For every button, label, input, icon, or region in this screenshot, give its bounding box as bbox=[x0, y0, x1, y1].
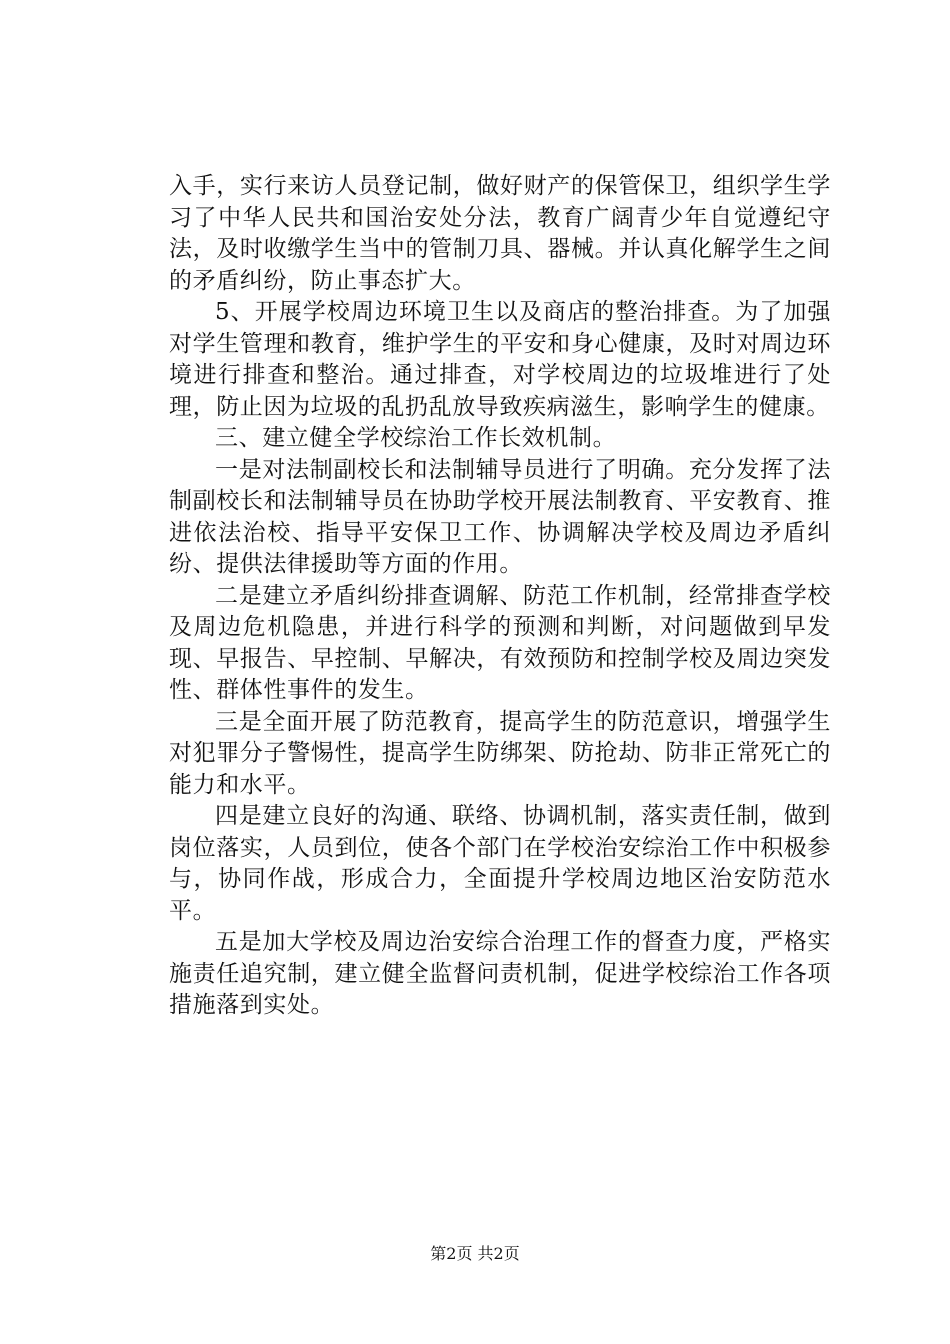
paragraph-point-1: 一是对法制副校长和法制辅导员进行了明确。充分发挥了法制副校长和法制辅导员在协助学校开展法制教育、平安教育、推进依法治校、指导平安保卫工作、协调解决学校及周边矛盾纠纷、提供法律援助等方面的作用。 bbox=[169, 456, 831, 577]
paragraph-point-3: 三是全面开展了防范教育，提高学生的防范意识，增强学生对犯罪分子警惕性，提高学生防绑架、防抢劫、防非正常死亡的能力和水平。 bbox=[169, 708, 831, 798]
paragraph-item-5: 5、开展学校周边环境卫生以及商店的整治排查。为了加强对学生管理和教育，维护学生的平安和身心健康，及时对周边环境进行排查和整治。通过排查，对学校周边的垃圾堆进行了处理，防止因为垃圾的乱扔乱放导致疾病滋生，影响学生的健康。 bbox=[169, 299, 831, 420]
page-footer bbox=[0, 1244, 950, 1264]
document-body bbox=[169, 171, 831, 1022]
paragraph-continuation: 入手，实行来访人员登记制，做好财产的保管保卫，组织学生学习了中华人民共和国治安处分法，教育广阔青少年自觉遵纪守法，及时收缴学生当中的管制刀具、器械。并认真化解学生之间的矛盾纠纷，防止事态扩大。 bbox=[169, 173, 831, 294]
section-heading-3: 三、建立健全学校综治工作长效机制。 bbox=[215, 425, 617, 451]
paragraph-point-5: 五是加大学校及周边治安综合治理工作的督查力度，严格实施责任追究制，建立健全监督问责机制，促进学校综治工作各项措施落到实处。 bbox=[169, 929, 831, 1018]
paragraph-point-4: 四是建立良好的沟通、联络、协调机制，落实责任制，做到岗位落实，人员到位，使各个部门在学校治安综治工作中积极参与，协同作战，形成合力，全面提升学校周边地区治安防范水平。 bbox=[169, 803, 831, 924]
page-number-label: 第2页 共2页 bbox=[430, 1244, 520, 1263]
paragraph-point-2: 二是建立矛盾纠纷排查调解、防范工作机制，经常排查学校及周边危机隐患，并进行科学的预测和判断，对问题做到早发现、早报告、早控制、早解决，有效预防和控制学校及周边突发性、群体性事件的发生。 bbox=[169, 582, 831, 703]
